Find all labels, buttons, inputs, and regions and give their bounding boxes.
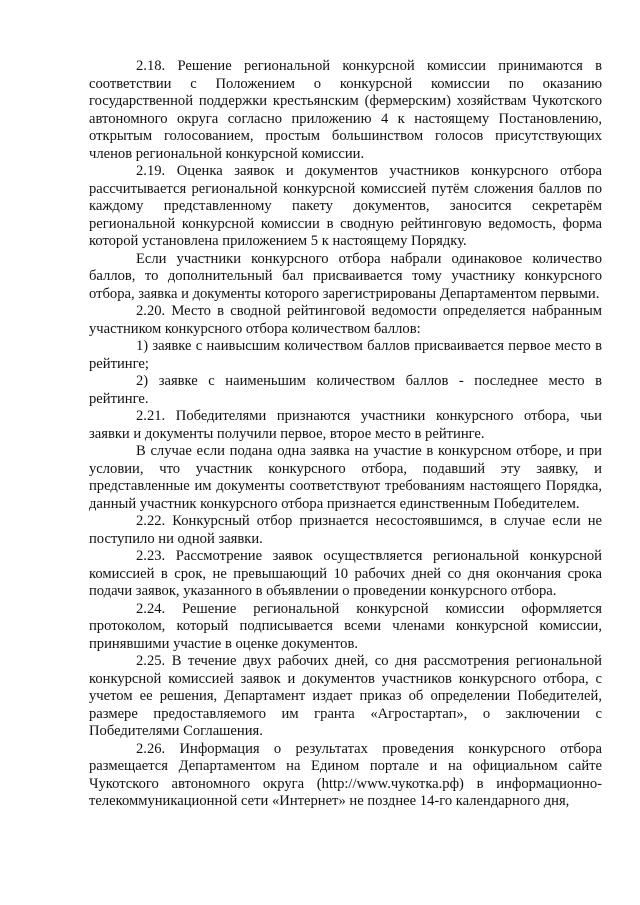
paragraph-2-19: 2.19. Оценка заявок и документов участников конкурсного отбора рассчитывается региональной конкурсной комиссией путём сложения баллов по каждому представленному пакету документов, заносится секретарём региональной конкурсной комиссии в сводную рейтинговую ведомость, форма которой установлена приложением 5 к настоящему Порядку. <box>89 163 602 249</box>
paragraph-2-20: 2.20. Место в сводной рейтинговой ведомости определяется набранным участником конкурсного отбора количеством баллов: <box>89 303 602 337</box>
document-page <box>89 58 602 811</box>
paragraph-2-23: 2.23. Рассмотрение заявок осуществляется региональной конкурсной комиссией в срок, не превышающий 10 рабочих дней со дня окончания срока подачи заявок, указанного в объявлении о проведении конкурсного отбора. <box>89 548 602 599</box>
paragraph-2-20-item-1: 1) заявке с наивысшим количеством баллов присваивается первое место в рейтинге; <box>89 338 602 372</box>
paragraph-2-20-item-2: 2) заявке с наименьшим количеством баллов - последнее место в рейтинге. <box>89 373 602 407</box>
paragraph-2-25: 2.25. В течение двух рабочих дней, со дня рассмотрения региональной конкурсной комиссией заявок и документов участников конкурсного отбора, с учетом ее решения, Департамент издает приказ об определении Победителей, размере предоставляемого им гранта «Агростартап», о заключении с Победителями Соглашения. <box>89 653 602 739</box>
paragraph-2-21-single-bid: В случае если подана одна заявка на участие в конкурсном отборе, и при условии, что участник конкурсного отбора, подавший эту заявку, и представленные им документы соответствуют требованиям настоящего Порядка, данный участник конкурсного отбора признается единственным Победителем. <box>89 443 602 512</box>
paragraph-2-21: 2.21. Победителями признаются участники конкурсного отбора, чьи заявки и документы получили первое, второе место в рейтинге. <box>89 408 602 442</box>
paragraph-2-22: 2.22. Конкурсный отбор признается несостоявшимся, в случае если не поступило ни одной заявки. <box>89 513 602 547</box>
paragraph-2-19-equal-score: Если участники конкурсного отбора набрали одинаковое количество баллов, то дополнительный бал присваивается тому участнику конкурсного отбора, заявка и документы которого зарегистрированы Департаментом первыми. <box>89 250 602 302</box>
paragraph-2-26: 2.26. Информация о результатах проведения конкурсного отбора размещается Департаментом на Едином портале и на официальном сайте Чукотского автономного округа (http://www.чукотка.рф) в информационно-телекоммуникационной сети «Интернет» не позднее 14-го календарного дня, <box>89 740 602 809</box>
paragraph-2-18: 2.18. Решение региональной конкурсной комиссии принимаются в соответствии с Положением о конкурсной комиссии по оказанию государственной поддержки крестьянским (фермерским) хозяйствам Чукотского автономного округа согласно приложению 4 к настоящему Постановлению, открытым голосованием, простым большинством голосов присутствующих членов региональной конкурсной комиссии. <box>89 58 602 162</box>
paragraph-2-24: 2.24. Решение региональной конкурсной комиссии оформляется протоколом, который подписывается всеми членами конкурсной комиссии, принявшими участие в оценке документов. <box>89 600 602 652</box>
